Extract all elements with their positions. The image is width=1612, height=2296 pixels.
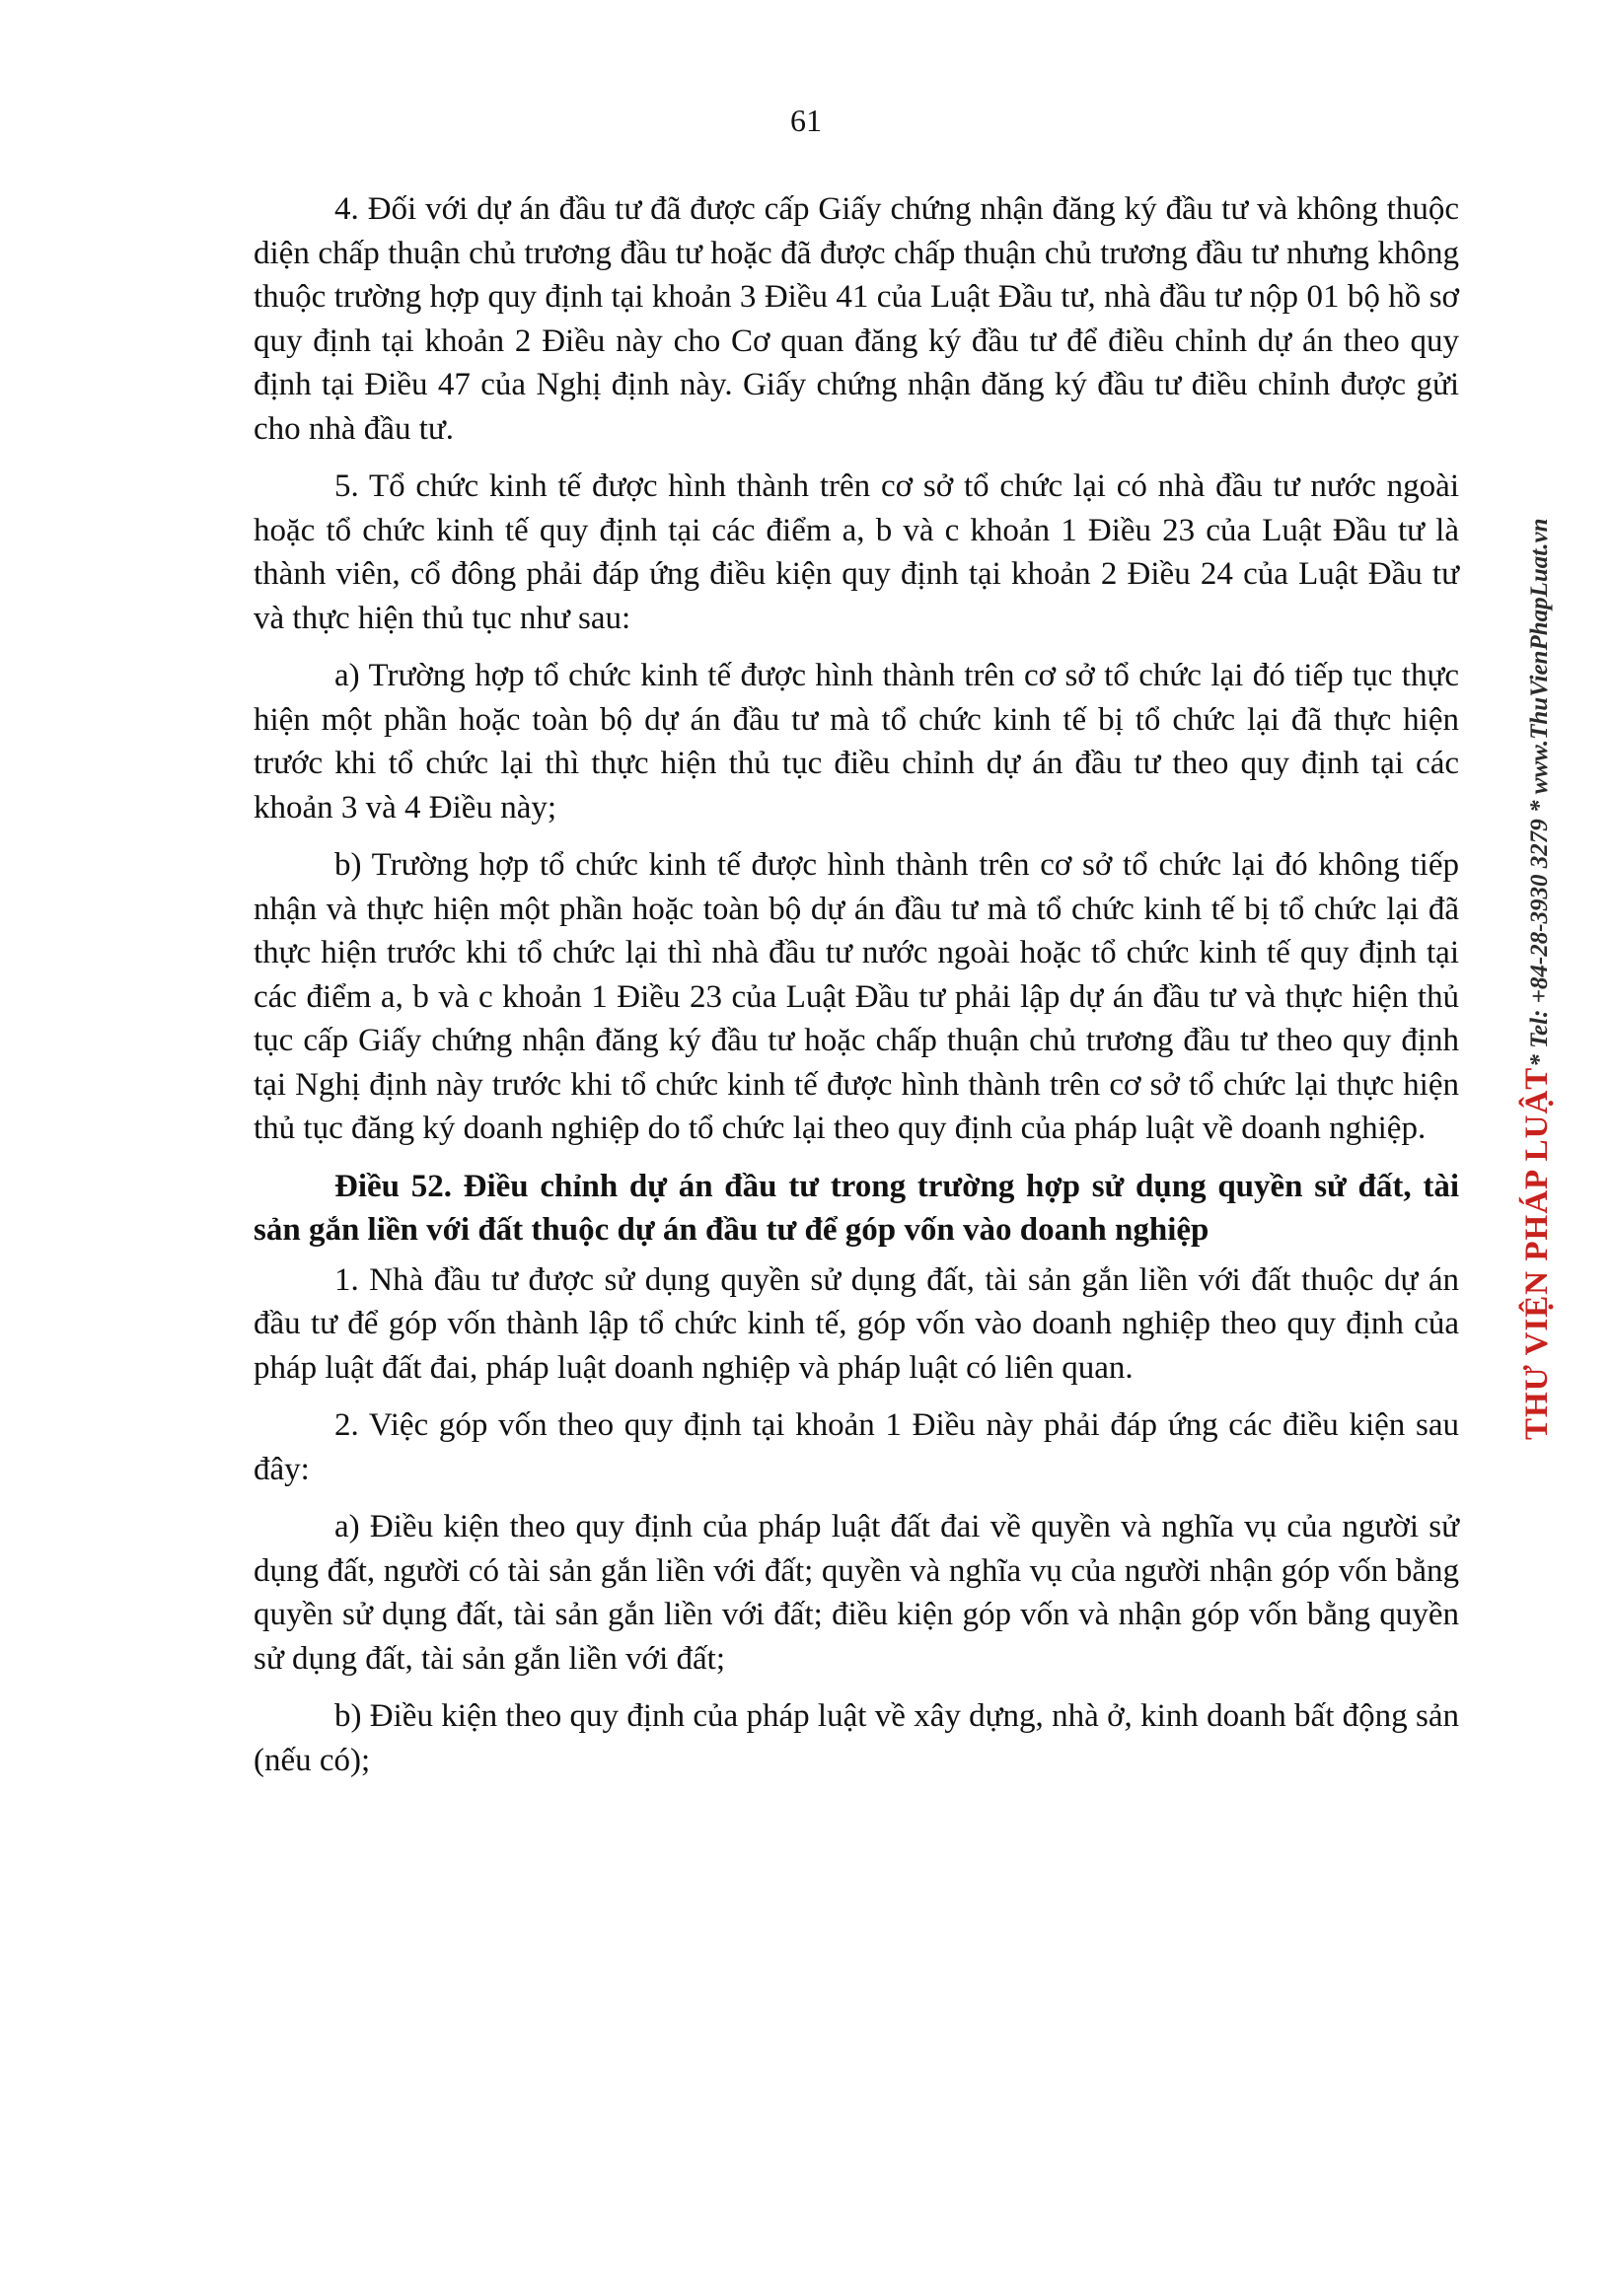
- paragraph-khoan-5: 5. Tổ chức kinh tế được hình thành trên cơ sở tổ chức lại có nhà đầu tư nước ngoài hoặc tổ chức kinh tế quy định tại các điểm a, b và c khoản 1 Điều 23 của Luật Đầu tư là thành viên, cổ đông phải đáp ứng điều kiện quy định tại khoản 2 Điều 24 của Luật Đầu tư và thực hiện thủ tục như sau:: [254, 468, 1459, 636]
- watermark-contact: * Tel: +84-28-3930 3279 * www.ThuVienPhapLuat.vn: [1526, 518, 1553, 1067]
- paragraph-khoan-4: 4. Đối với dự án đầu tư đã được cấp Giấy chứng nhận đăng ký đầu tư và không thuộc diện chấp thuận chủ trương đầu tư hoặc đã được chấp thuận chủ trương đầu tư nhưng không thuộc trường hợp quy định tại khoản 3 Điều 41 của Luật Đầu tư, nhà đầu tư nộp 01 bộ hồ sơ quy định tại khoản 2 Điều này cho Cơ quan đăng ký đầu tư để điều chỉnh dự án theo quy định tại Điều 47 của Nghị định này. Giấy chứng nhận đăng ký đầu tư điều chỉnh được gửi cho nhà đầu tư.: [254, 191, 1459, 447]
- article-52-heading: Điều 52. Điều chỉnh dự án đầu tư trong trường hợp sử dụng quyền sử đất, tài sản gắn liền với đất thuộc dự án đầu tư để góp vốn vào doanh nghiệp: [254, 1168, 1459, 1248]
- watermark-brand: THƯ VIỆN PHÁP LUẬT: [1519, 1066, 1555, 1440]
- paragraph-khoan-5-b: b) Trường hợp tổ chức kinh tế được hình thành trên cơ sở tổ chức lại đó không tiếp nhận và thực hiện một phần hoặc toàn bộ dự án đầu tư mà tổ chức kinh tế bị tổ chức lại đã thực hiện trước khi tổ chức lại thì nhà đầu tư nước ngoài hoặc tổ chức kinh tế quy định tại các điểm a, b và c khoản 1 Điều 23 của Luật Đầu tư phải lập dự án đầu tư và thực hiện thủ tục cấp Giấy chứng nhận đăng ký đầu tư hoặc chấp thuận chủ trương đầu tư theo quy định tại Nghị định này trước khi tổ chức kinh tế được hình thành trên cơ sở tổ chức lại thực hiện thủ tục đăng ký doanh nghiệp do tổ chức lại theo quy định của pháp luật về doanh nghiệp.: [254, 847, 1459, 1146]
- document-body: [254, 187, 1459, 1796]
- paragraph-khoan-5-a: a) Trường hợp tổ chức kinh tế được hình thành trên cơ sở tổ chức lại đó tiếp tục thực hiện một phần hoặc toàn bộ dự án đầu tư mà tổ chức kinh tế bị tổ chức lại đã thực hiện trước khi tổ chức lại thì thực hiện thủ tục điều chỉnh dự án đầu tư theo quy định tại các khoản 3 và 4 Điều này;: [254, 658, 1459, 825]
- paragraph-dieu-52-khoan-1: 1. Nhà đầu tư được sử dụng quyền sử dụng đất, tài sản gắn liền với đất thuộc dự án đầu tư để góp vốn thành lập tổ chức kinh tế, góp vốn vào doanh nghiệp theo quy định của pháp luật đất đai, pháp luật doanh nghiệp và pháp luật có liên quan.: [254, 1261, 1459, 1386]
- paragraph-dieu-52-khoan-2-b: b) Điều kiện theo quy định của pháp luật về xây dựng, nhà ở, kinh doanh bất động sản (nếu có);: [254, 1698, 1459, 1778]
- paragraph-dieu-52-khoan-2: 2. Việc góp vốn theo quy định tại khoản 1 Điều này phải đáp ứng các điều kiện sau đây:: [254, 1407, 1459, 1487]
- page-number: 61: [790, 103, 822, 138]
- paragraph-dieu-52-khoan-2-a: a) Điều kiện theo quy định của pháp luật đất đai về quyền và nghĩa vụ của người sử dụng đất, người có tài sản gắn liền với đất; quyền và nghĩa vụ của người nhận góp vốn bằng quyền sử dụng đất, tài sản gắn liền với đất; điều kiện góp vốn và nhận góp vốn bằng quyền sử dụng đất, tài sản gắn liền với đất;: [254, 1509, 1459, 1677]
